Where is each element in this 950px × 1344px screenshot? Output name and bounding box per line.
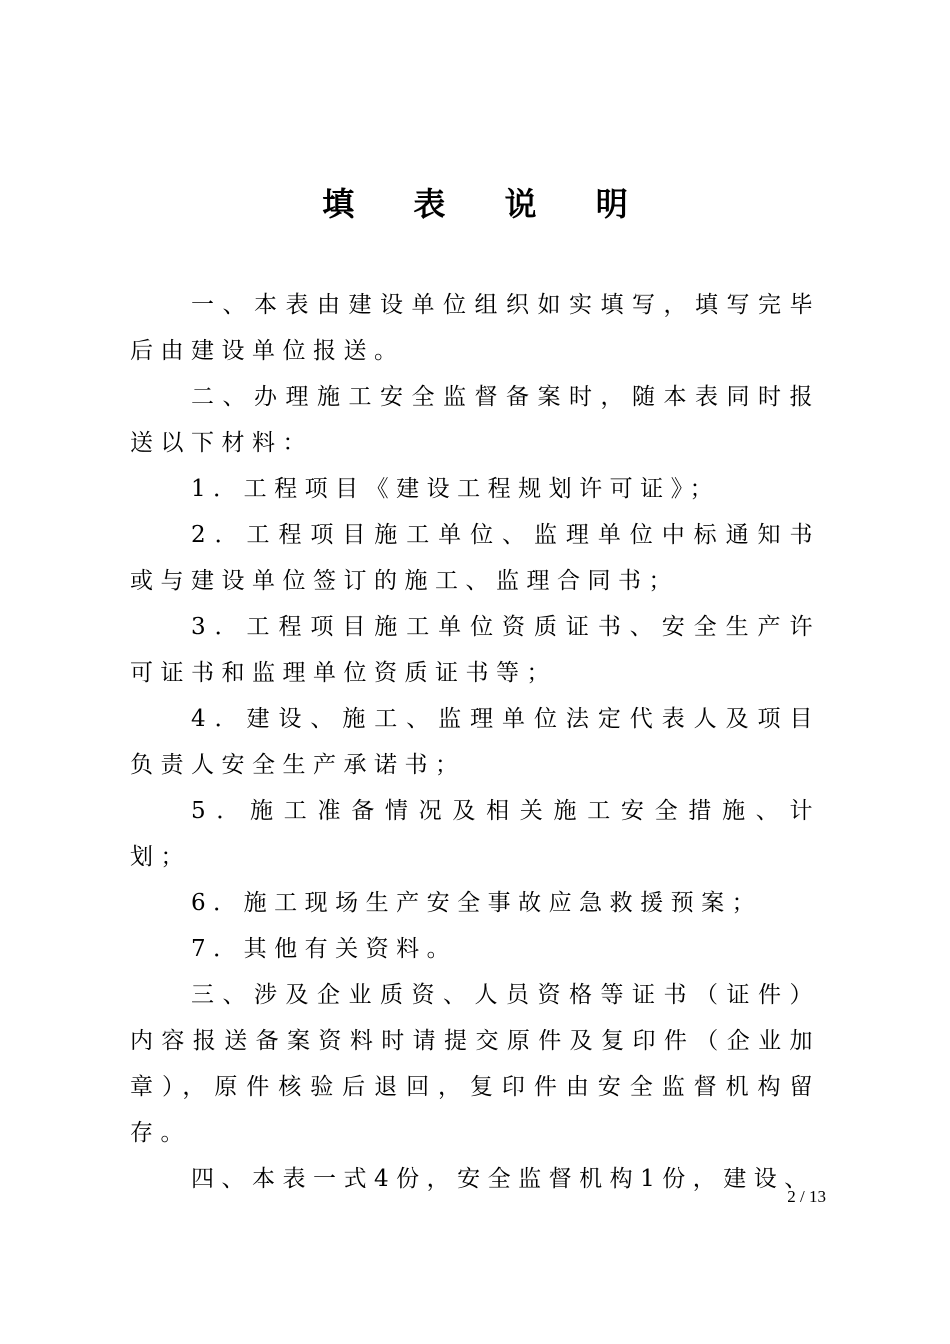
list-item-2: 2．工程项目施工单位、监理单位中标通知书或与建设单位签订的施工、监理合同书； xyxy=(130,522,820,594)
page-title: 填 表 说 明 xyxy=(322,185,652,223)
list-item-3: 3．工程项目施工单位资质证书、安全生产许可证书和监理单位资质证书等； xyxy=(130,614,820,686)
list-item-7: 7．其他有关资料。 xyxy=(191,936,458,962)
page-number: 2 / 13 xyxy=(787,1187,826,1206)
paragraph-section-3: 三、涉及企业质资、人员资格等证书（证件）内容报送备案资料时请提交原件及复印件（企业加章），原件核验后退回，复印件由安全监督机构留存。 xyxy=(130,982,820,1146)
paragraph-section-2: 二、办理施工安全监督备案时，随本表同时报送以下材料： xyxy=(130,384,820,456)
list-item-4: 4．建设、施工、监理单位法定代表人及项目负责人安全生产承诺书； xyxy=(130,706,820,778)
list-item-5: 5．施工准备情况及相关施工安全措施、计划； xyxy=(130,798,820,870)
paragraph-section-4: 四、本表一式4份，安全监督机构1份，建设、 xyxy=(191,1166,815,1192)
paragraph-section-1: 一、本表由建设单位组织如实填写，填写完毕后由建设单位报送。 xyxy=(130,292,820,364)
list-item-1: 1．工程项目《建设工程规划许可证》； xyxy=(191,476,721,502)
list-item-6: 6．施工现场生产安全事故应急救援预案； xyxy=(191,890,763,916)
instructions-body xyxy=(130,282,820,1202)
